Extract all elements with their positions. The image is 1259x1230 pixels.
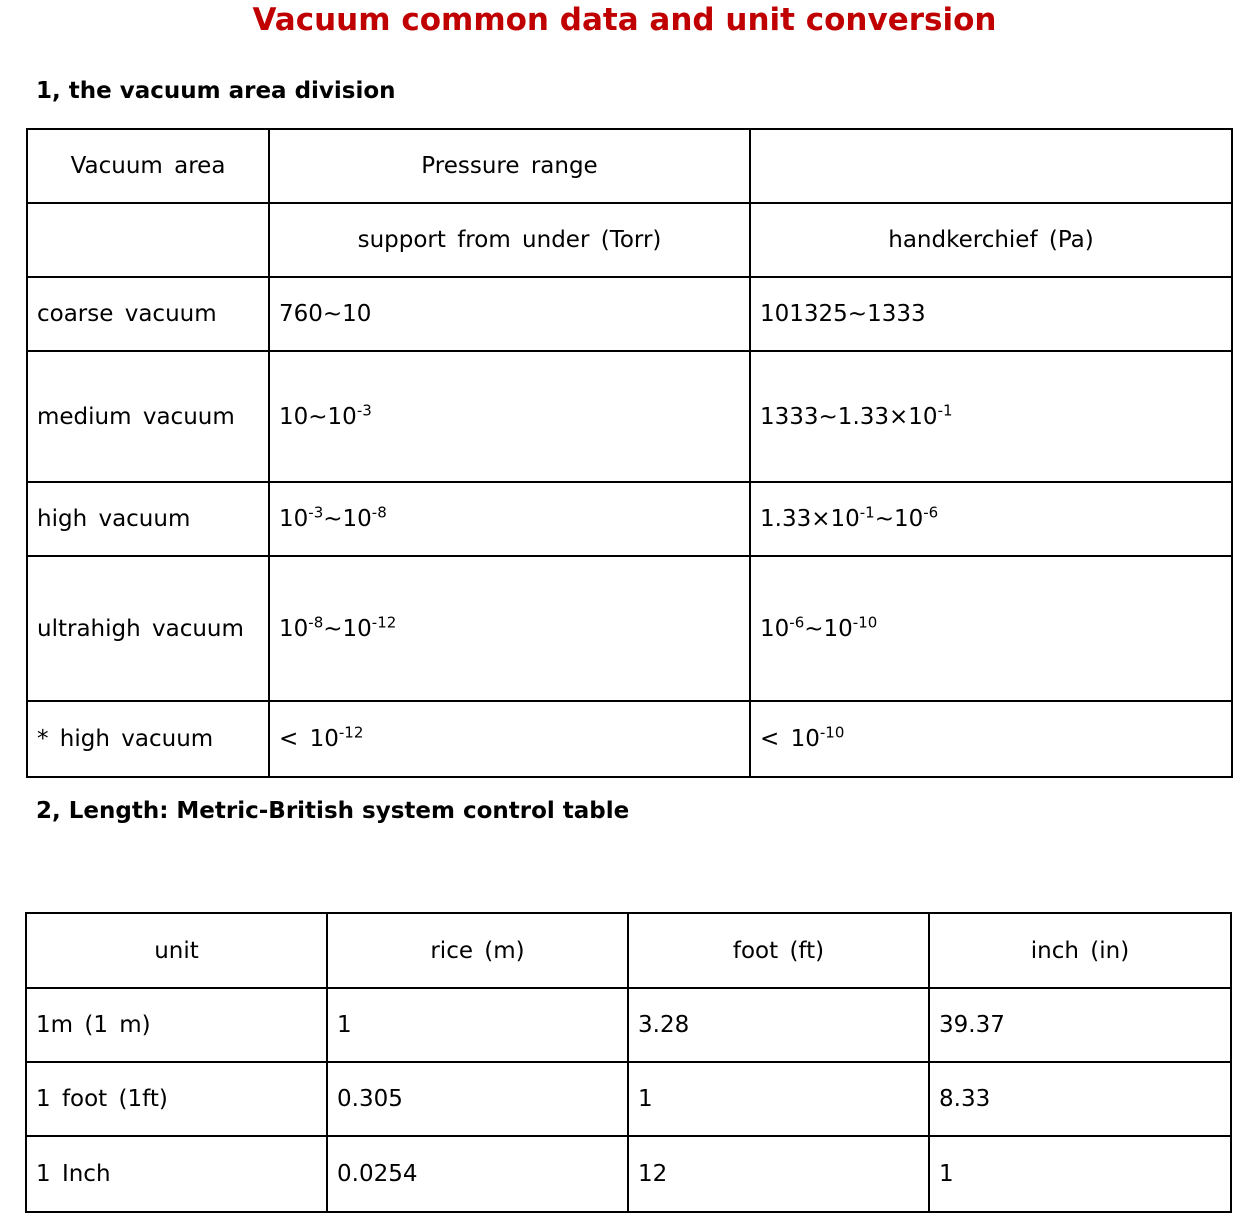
vacuum-area-cell: ultrahigh vacuum: [27, 556, 269, 701]
table-row: [27, 277, 1232, 351]
subheader-cell: [27, 203, 269, 277]
exponent: -1: [937, 400, 953, 419]
header-cell: Pressure range: [269, 129, 750, 203]
header-cell: inch (in): [929, 913, 1231, 988]
meter-cell: 0.0254: [327, 1136, 628, 1212]
unit-cell: 1m (1 m): [26, 988, 327, 1062]
header-cell: unit: [26, 913, 327, 988]
torr-cell: < $10^{-12}$: [269, 701, 750, 777]
exponent: -10: [819, 723, 845, 742]
exponent: -6: [923, 503, 939, 522]
section-1-heading: 1, the vacuum area division: [36, 78, 396, 104]
pa-cell: $10^{-6}\sim 10^{-10}$: [750, 556, 1232, 701]
exponent: -12: [338, 723, 364, 742]
exponent: -8: [371, 503, 387, 522]
unit-cell: 1 Inch: [26, 1136, 327, 1212]
exponent: -3: [356, 400, 372, 419]
vacuum-table-header-row: [27, 129, 1232, 203]
table-row: [26, 988, 1231, 1062]
foot-cell: 3.28: [628, 988, 929, 1062]
exponent: -12: [371, 612, 397, 631]
header-cell: foot (ft): [628, 913, 929, 988]
meter-cell: 1: [327, 988, 628, 1062]
vacuum-area-table: [26, 128, 1233, 778]
pa-cell: 101325~1333: [750, 277, 1232, 351]
pa-cell: $1.33\times 10^{-1}\sim 10^{-6}$: [750, 482, 1232, 556]
table-row: [27, 351, 1232, 482]
torr-cell: $10\sim 10^{-3}$: [269, 351, 750, 482]
table-row: [26, 1136, 1231, 1212]
table-row: [27, 482, 1232, 556]
table-row: [27, 701, 1232, 777]
table-row: [26, 1062, 1231, 1136]
torr-cell: $10^{-3}\sim 10^{-8}$: [269, 482, 750, 556]
inch-cell: 1: [929, 1136, 1231, 1212]
subheader-cell: support from under (Torr): [269, 203, 750, 277]
torr-cell: $10^{-8}\sim 10^{-12}$: [269, 556, 750, 701]
torr-cell: 760~10: [269, 277, 750, 351]
subheader-cell: handkerchief (Pa): [750, 203, 1232, 277]
exponent: -6: [789, 612, 805, 631]
inch-cell: 8.33: [929, 1062, 1231, 1136]
vacuum-area-cell: high vacuum: [27, 482, 269, 556]
pa-cell: $1333\sim 1.33\times 10^{-1}$: [750, 351, 1232, 482]
vacuum-area-cell: coarse vacuum: [27, 277, 269, 351]
vacuum-area-cell: medium vacuum: [27, 351, 269, 482]
exponent: -10: [852, 612, 878, 631]
pa-cell: < $10^{-10}$: [750, 701, 1232, 777]
length-table-header-row: [26, 913, 1231, 988]
inch-cell: 39.37: [929, 988, 1231, 1062]
exponent: -3: [308, 503, 324, 522]
foot-cell: 1: [628, 1062, 929, 1136]
length-conversion-table: [25, 912, 1232, 1213]
vacuum-area-cell: * high vacuum: [27, 701, 269, 777]
meter-cell: 0.305: [327, 1062, 628, 1136]
header-cell: rice (m): [327, 913, 628, 988]
header-cell: Vacuum area: [27, 129, 269, 203]
vacuum-table-subheader-row: [27, 203, 1232, 277]
foot-cell: 12: [628, 1136, 929, 1212]
document-title: Vacuum common data and unit conversion: [252, 2, 997, 38]
exponent: -8: [308, 612, 324, 631]
header-cell: [750, 129, 1232, 203]
section-2-heading: 2, Length: Metric-British system control table: [36, 798, 630, 824]
table-row: [27, 556, 1232, 701]
exponent: -1: [859, 503, 875, 522]
unit-cell: 1 foot (1ft): [26, 1062, 327, 1136]
